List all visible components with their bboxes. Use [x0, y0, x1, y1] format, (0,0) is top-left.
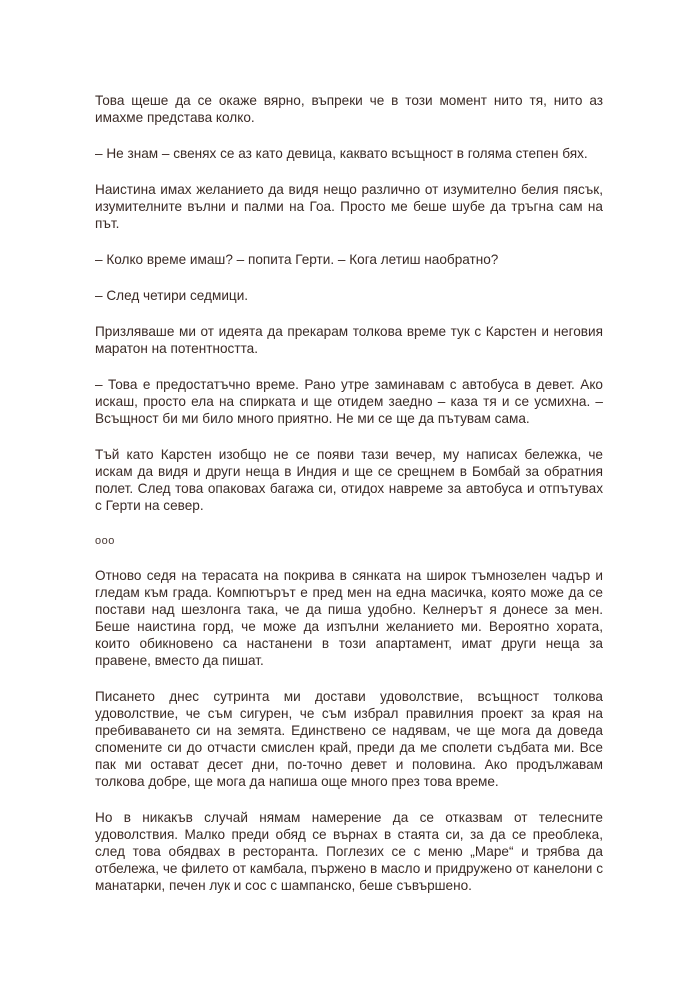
paragraph-4: – Колко време имаш? – попита Герти. – Кога летиш наобратно? — [95, 252, 499, 267]
section-separator: ooo — [95, 535, 115, 547]
paragraph-8: Тъй като Карстен изобщо не се появи тази вечер, му написах бележка, че искам да видя и други неща в Индия и ще се срещнем в Бомбай за обратния полет. След това опаковах багажа си, отидох навреме за автобуса и отпътувах с Герти на север. — [95, 447, 603, 513]
paragraph-3: Наистина имах желанието да видя нещо различно от изумително белия пясък, изумителните вълни и палми на Гоа. Просто ме беше шубе да тръгна сам на път. — [95, 182, 603, 231]
paragraph-9: Отново седя на терасата на покрива в сянката на широк тъмнозелен чадър и гледам към града. Компютърът е пред мен на една масичка, която може да се постави над шезлонга така, че да пиша удобно. Келнерът я донесе за мен. Беше наистина горд, че може да изпълни желанието ми. Вероятно хората, които обикновено са настанени в този апартамент, имат други неща за правене, вместо да пишат. — [95, 568, 603, 668]
paragraph-5: – След четири седмици. — [95, 288, 249, 303]
document-text — [95, 92, 603, 913]
paragraph-1: Това щеше да се окаже вярно, въпреки че в този момент нито тя, нито аз имахме представа колко. — [95, 93, 603, 125]
paragraph-7: – Това е предостатъчно време. Рано утре заминавам с автобуса в девет. Ако искаш, просто ела на спирката и ще отидем заедно – каза тя и се усмихна. – Всъщност би ми било много приятно. Не ми се ще да пътувам сама. — [95, 377, 603, 426]
paragraph-10: Писането днес сутринта ми достави удоволствие, всъщност толкова удоволствие, че съм сигурен, че съм избрал правилния проект за края на пребиваването си на земята. Единствено се надявам, че ще мога да доведа спомените си до отчасти смислен край, преди да ме сполети съдбата ми. Все пак ми остават десет дни, по-точно девет и половина. Ако продължавам толкова добре, ще мога да напиша още много през това време. — [95, 689, 603, 789]
paragraph-2: – Не знам – свенях се аз като девица, каквато всъщност в голяма степен бях. — [95, 146, 588, 161]
paragraph-11: Но в никакъв случай нямам намерение да се отказвам от телесните удоволствия. Малко преди обяд се върнах в стаята си, за да се преоблека, след това обядвах в ресторанта. Поглезих се с меню „Маре“ и трябва да отбележа, че филето от камбала, пържено в масло и придружено от канелони с манатарки, печен лук и сос с шампанско, беше съвършено. — [95, 810, 603, 893]
paragraph-6: Призляваше ми от идеята да прекарам толкова време тук с Карстен и неговия маратон на потентността. — [95, 324, 603, 356]
